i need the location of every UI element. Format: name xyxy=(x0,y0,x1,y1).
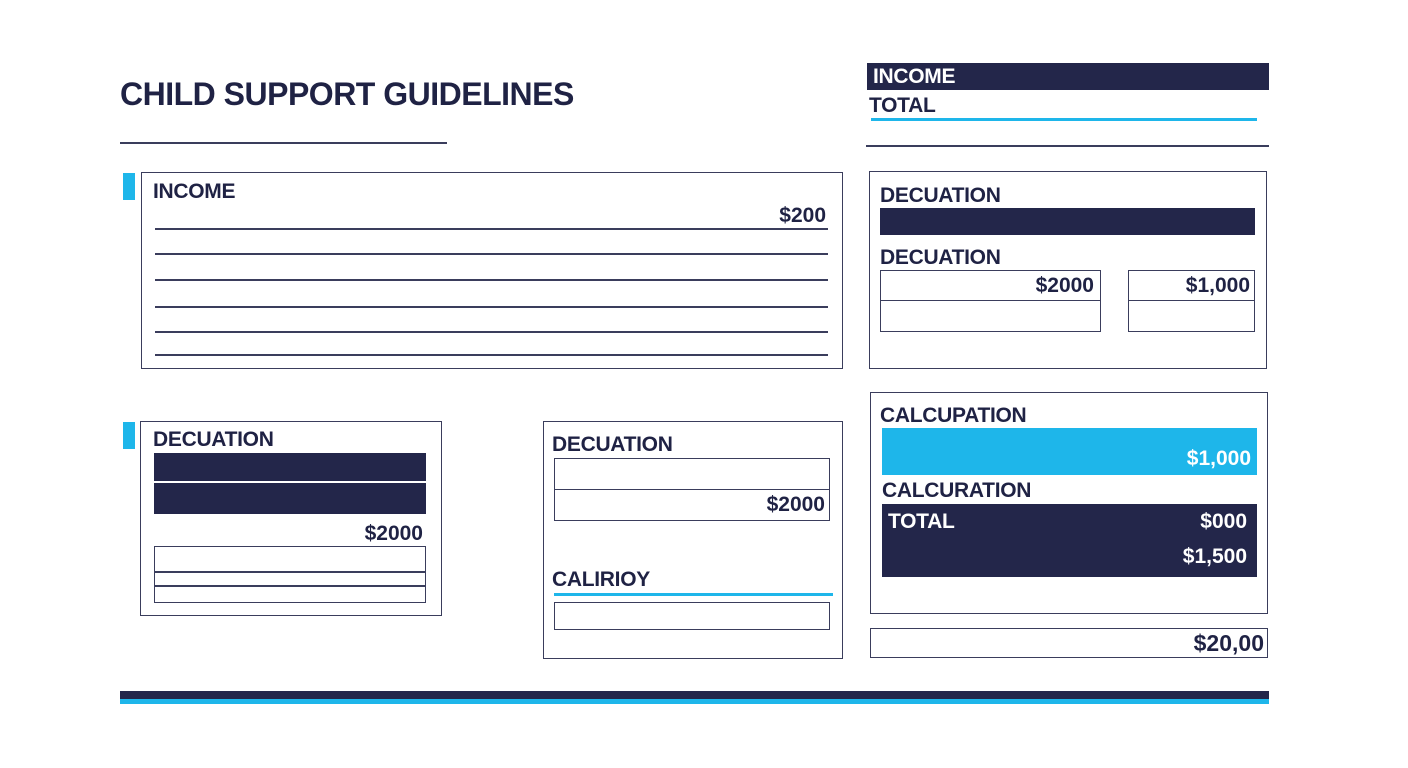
page-title: CHILD SUPPORT GUIDELINES xyxy=(120,76,574,112)
deduction-left-label: DECUATION xyxy=(153,428,274,451)
footer-navy-rule xyxy=(120,691,1269,699)
calculation-total-amount-1: $000 xyxy=(1200,510,1247,533)
deduction-middle-field-2[interactable] xyxy=(554,489,830,521)
income-line-6[interactable] xyxy=(155,354,828,356)
header-divider xyxy=(866,145,1269,147)
deduction-left-field[interactable] xyxy=(154,546,426,603)
deduction-right-field-2[interactable] xyxy=(880,300,1101,332)
income-line-4[interactable] xyxy=(155,306,828,308)
deduction-panel-right xyxy=(869,171,1267,369)
title-underline xyxy=(120,142,447,144)
calculation-total-block xyxy=(882,504,1257,577)
income-header-bar xyxy=(867,63,1269,90)
income-line-3[interactable] xyxy=(155,279,828,281)
calculation-highlight-amount: $1,000 xyxy=(1186,447,1251,470)
deduction-panel-left xyxy=(140,421,442,616)
deduction-panel-middle xyxy=(543,421,843,659)
calirioy-label: CALIRIOY xyxy=(552,568,650,591)
grand-total-amount: $20,00 xyxy=(1193,630,1264,656)
calirioy-field[interactable] xyxy=(554,602,830,630)
deduction-left-bar-1 xyxy=(154,453,426,481)
deduction-right-amount-1: $2000 xyxy=(1035,274,1094,297)
income-line-2[interactable] xyxy=(155,253,828,255)
income-header-label: INCOME xyxy=(873,65,956,88)
income-accent-marker xyxy=(123,173,135,200)
footer-cyan-rule xyxy=(120,699,1269,704)
income-line-5[interactable] xyxy=(155,331,828,333)
calirioy-cyan-rule xyxy=(554,593,833,596)
deduction-right-field-1[interactable] xyxy=(880,270,1101,301)
deduction-right-field-3[interactable] xyxy=(1128,270,1255,301)
deduction-middle-amount: $2000 xyxy=(766,493,825,516)
income-panel xyxy=(141,172,843,369)
total-header-label: TOTAL xyxy=(869,94,936,117)
calculation-label: CALCUPATION xyxy=(880,404,1027,427)
deduction-left-field-divider-1 xyxy=(155,571,425,573)
income-line-1[interactable] xyxy=(155,228,828,230)
total-cyan-rule xyxy=(871,118,1257,121)
deduction-middle-label: DECUATION xyxy=(552,433,673,456)
calcuration-label: CALCURATION xyxy=(882,479,1032,502)
deduction-left-bar-2 xyxy=(154,483,426,514)
calculation-panel xyxy=(870,392,1268,614)
deduction-right-label-2: DECUATION xyxy=(880,246,1001,269)
deduction-left-amount: $2000 xyxy=(364,522,423,545)
deduction-right-field-4[interactable] xyxy=(1128,300,1255,332)
deduction-left-field-divider-2 xyxy=(155,585,425,587)
grand-total-field[interactable] xyxy=(870,628,1268,658)
deduction-right-label-1: DECUATION xyxy=(880,184,1001,207)
calculation-highlight-bar xyxy=(882,428,1257,475)
income-label: INCOME xyxy=(153,180,236,203)
calculation-total-amount-2: $1,500 xyxy=(1182,545,1247,568)
deduction-accent-marker xyxy=(123,422,135,449)
income-amount: $200 xyxy=(779,204,826,227)
deduction-right-bar xyxy=(880,208,1255,235)
deduction-middle-field-1[interactable] xyxy=(554,458,830,491)
calculation-total-label: TOTAL xyxy=(888,510,955,533)
deduction-right-amount-2: $1,000 xyxy=(1185,274,1250,297)
